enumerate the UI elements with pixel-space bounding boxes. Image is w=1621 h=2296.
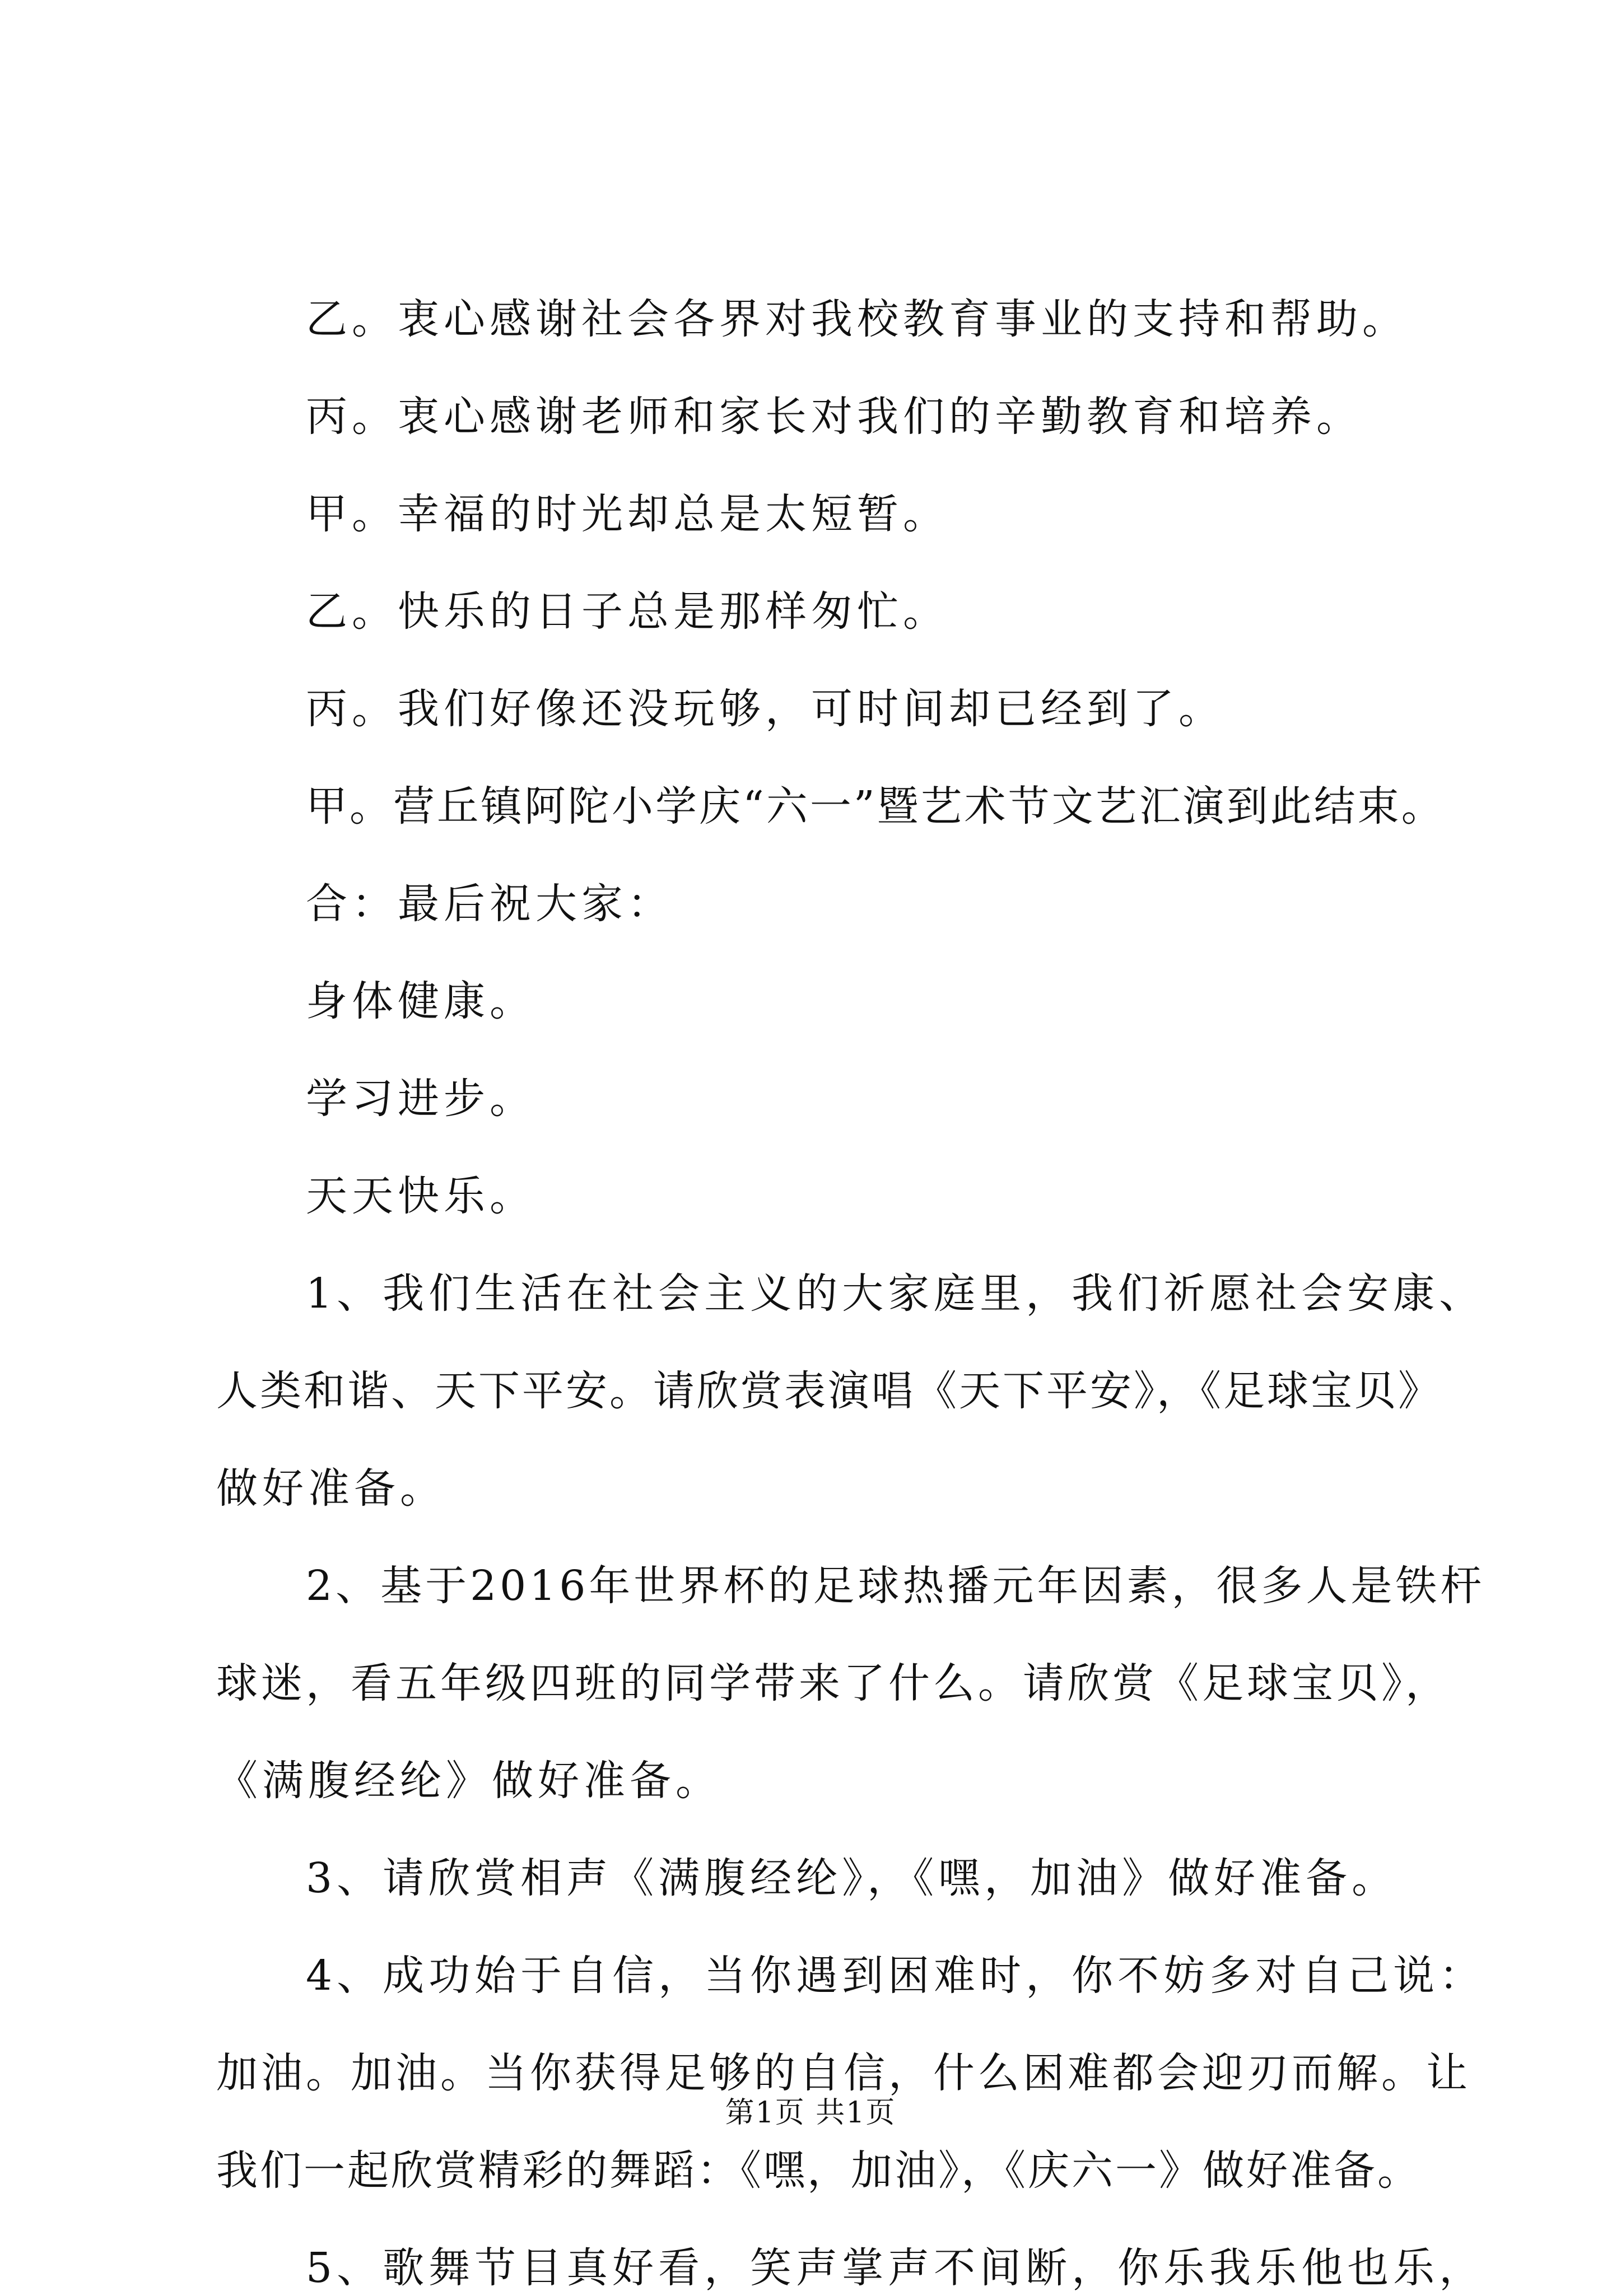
text-line: 4、成功始于自信，当你遇到困难时，你不妨多对自己说： — [306, 1952, 1485, 2000]
text-line: 我们一起欣赏精彩的舞蹈：《嘿，加油》，《庆六一》做好准备。 — [216, 2146, 1421, 2195]
text-line: 做好准备。 — [216, 1464, 446, 1513]
text-line: 加油。加油。当你获得足够的自信，什么困难都会迎刃而解。让 — [216, 2049, 1471, 2097]
text-line: 学习进步。 — [306, 1075, 535, 1123]
text-line: 乙。衷心感谢社会各界对我校教育事业的支持和帮助。 — [306, 295, 1408, 343]
text-line: 天天快乐。 — [306, 1172, 535, 1220]
text-line: 球迷，看五年级四班的同学带来了什么。请欣赏《足球宝贝》， — [216, 1659, 1450, 1707]
text-line: 《满腹经纶》做好准备。 — [216, 1757, 721, 1805]
text-line: 身体健康。 — [306, 977, 535, 1025]
text-line: 甲。营丘镇阿陀小学庆“六一”暨艺术节文艺汇演到此结束。 — [306, 782, 1445, 830]
text-line: 丙。衷心感谢老师和家长对我们的辛勤教育和培养。 — [306, 393, 1362, 441]
text-line: 3、请欣赏相声《满腹经纶》，《嘿，加油》做好准备。 — [306, 1854, 1398, 1902]
text-line: 合：最后祝大家： — [306, 880, 673, 928]
text-line: 乙。快乐的日子总是那样匆忙。 — [306, 587, 949, 636]
text-line: 人类和谐、天下平安。请欣赏表演唱《天下平安》，《足球宝贝》 — [216, 1367, 1442, 1415]
page-footer: 第1页 共1页 — [725, 2096, 896, 2130]
text-line: 1、我们生活在社会主义的大家庭里，我们祈愿社会安康、 — [306, 1270, 1485, 1318]
text-line: 2、基于2016年世界杯的足球热播元年因素，很多人是铁杆 — [306, 1562, 1485, 1610]
text-line: 甲。幸福的时光却总是太短暂。 — [306, 490, 949, 538]
text-line: 丙。我们好像还没玩够，可时间却已经到了。 — [306, 685, 1224, 733]
text-line: 5、歌舞节目真好看，笑声掌声不间断，你乐我乐他也乐， — [306, 2244, 1485, 2292]
